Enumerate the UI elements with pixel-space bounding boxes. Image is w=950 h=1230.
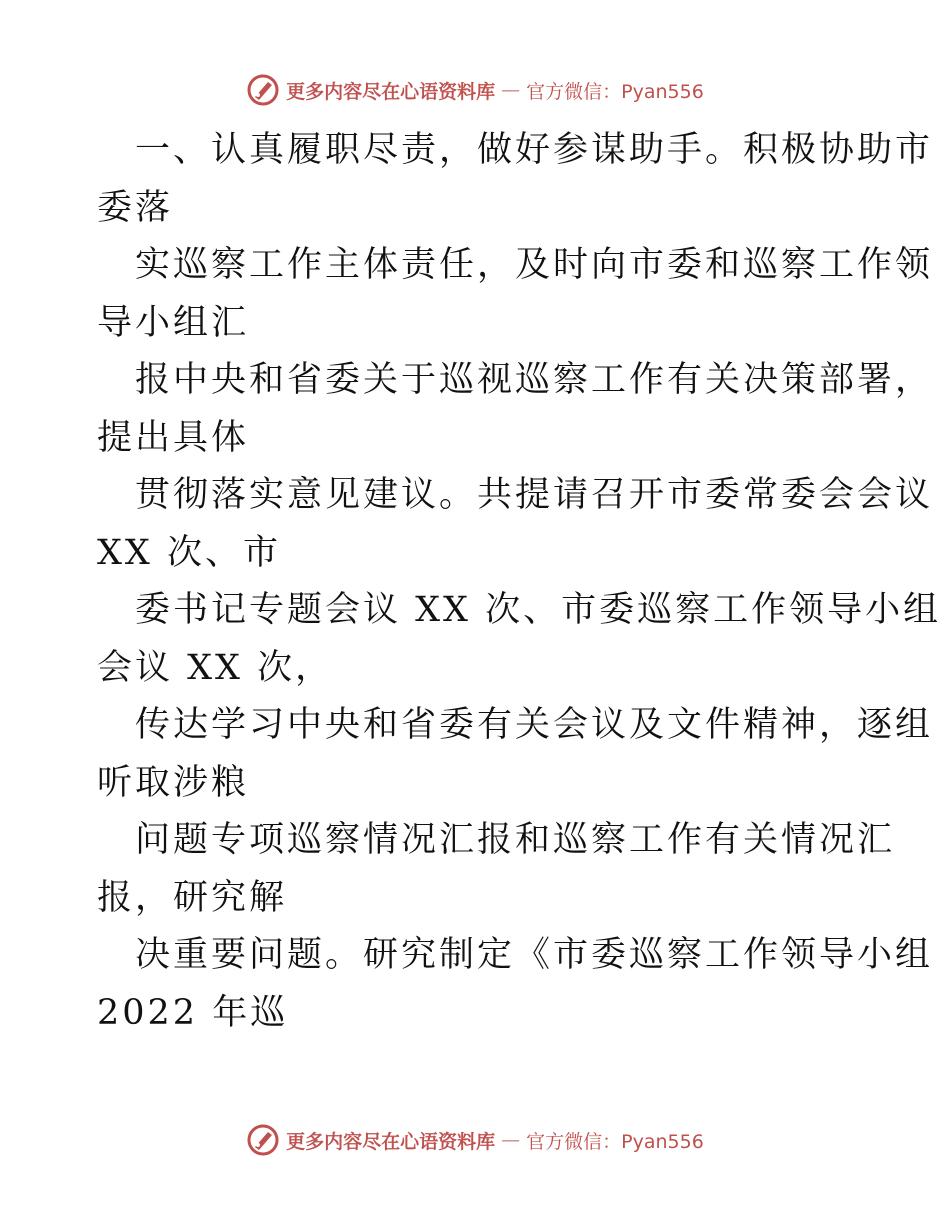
pen-nib-logo-icon xyxy=(246,1123,280,1157)
document-line: 委落 xyxy=(97,187,174,228)
document-line: 报中央和省委关于巡视巡察工作有关决策部署， xyxy=(135,360,934,400)
banner-separator: — xyxy=(501,79,521,101)
document-line: 委书记专题会议 XX 次、市委巡察工作领导小组 xyxy=(135,590,942,630)
document-line: 问题专项巡察情况汇报和巡察工作有关情况汇 xyxy=(135,820,896,860)
header-banner xyxy=(0,70,950,110)
banner-separator: — xyxy=(501,1129,521,1151)
footer-banner xyxy=(0,1120,950,1160)
banner-wechat-text: 官方微信：Pyan556 xyxy=(526,80,704,103)
banner-main-text: 更多内容尽在心语资料库 xyxy=(286,80,496,103)
document-line: 会议 XX 次， xyxy=(97,647,334,688)
document-line: 实巡察工作主体责任，及时向市委和巡察工作领 xyxy=(135,245,934,285)
banner-wechat-text: 官方微信：Pyan556 xyxy=(526,1130,704,1153)
pen-nib-logo-icon xyxy=(246,73,280,107)
document-line: 2022 年巡 xyxy=(97,992,289,1033)
document-body xyxy=(97,122,942,1042)
document-line: 听取涉粮 xyxy=(97,762,250,803)
document-line: XX 次、市 xyxy=(97,532,281,573)
banner-main-text: 更多内容尽在心语资料库 xyxy=(286,1130,496,1153)
document-line: 贯彻落实意见建议。共提请召开市委常委会会议 xyxy=(135,475,934,515)
document-line: 提出具体 xyxy=(97,417,250,458)
document-line: 导小组汇 xyxy=(97,302,250,343)
document-line: 报，研究解 xyxy=(97,877,288,918)
document-line: 一、认真履职尽责，做好参谋助手。积极协助市 xyxy=(135,130,934,170)
document-line: 传达学习中央和省委有关会议及文件精神，逐组 xyxy=(135,705,934,745)
document-line: 决重要问题。研究制定《市委巡察工作领导小组 xyxy=(135,935,934,975)
